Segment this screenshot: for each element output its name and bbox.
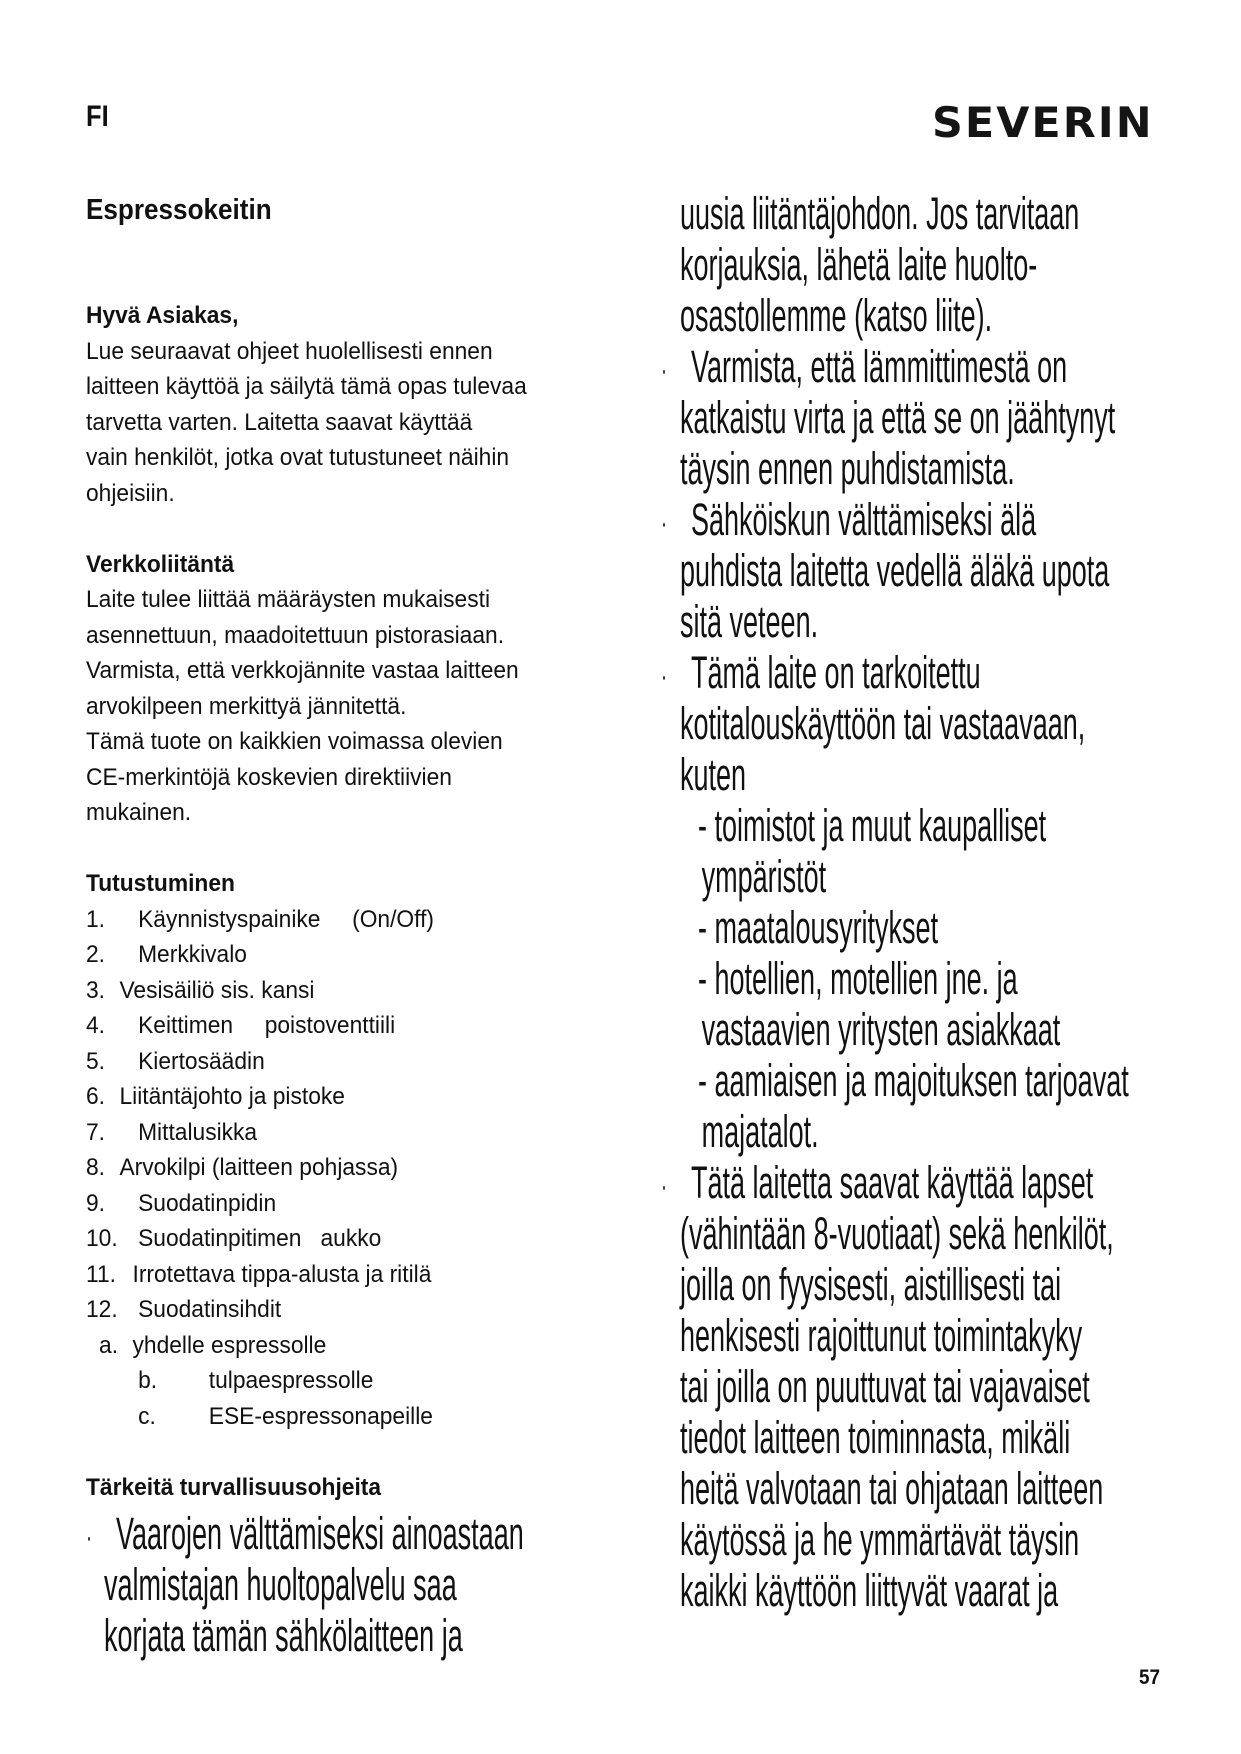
- part-label: Suodatinpitimen aukko: [138, 1225, 382, 1252]
- safety-line: tiedot laitteen toiminnasta, mikäli: [680, 1412, 1071, 1463]
- safety-line: puhdista laitetta vedellä äläkä upota: [680, 545, 1110, 596]
- part-list-item: [86, 937, 527, 973]
- part-number: 4.: [86, 1012, 106, 1039]
- safety-line: majatalot.: [701, 1106, 819, 1157]
- page-number: 57: [1139, 1666, 1161, 1689]
- safety-line: joilla on fyysisesti, aistillisesti tai: [680, 1259, 1062, 1310]
- part-number: 5.: [86, 1047, 106, 1075]
- safety-line: heitä valvotaan tai ohjataan laitteen: [680, 1463, 1104, 1514]
- part-label: Irrotettava tippa-alusta ja ritilä: [132, 1260, 432, 1288]
- safety-line: [661, 494, 1121, 545]
- intro-heading: Hyvä Asiakas,: [86, 302, 239, 329]
- safety-line: korjata tämän sähkölaitteen ja: [104, 1610, 463, 1661]
- bullet-icon: ·: [661, 506, 667, 540]
- part-label: tulpaespressolle: [208, 1367, 374, 1394]
- part-list-item: [86, 1150, 527, 1186]
- part-list-item: [86, 1328, 527, 1364]
- document-title: Espressokeitin: [86, 194, 272, 226]
- right-column: [661, 188, 1241, 1616]
- safety-line: osastollemme (katso liite).: [680, 290, 993, 341]
- part-list-item: [86, 1399, 527, 1435]
- part-list-item: [86, 1044, 527, 1080]
- safety-line: vastaavien yritysten asiakkaat: [701, 1004, 1061, 1055]
- part-list-item: [86, 1292, 527, 1328]
- safety-line: ympäristöt: [701, 851, 827, 902]
- safety-line: sitä veteen.: [680, 596, 819, 647]
- safety-line: täysin ennen puhdistamista.: [680, 443, 1015, 494]
- mains-line: Laite tulee liittää määräysten mukaisesti: [86, 586, 491, 613]
- overview-heading: Tutustuminen: [86, 870, 235, 897]
- safety-line: - toimistot ja muut kaupalliset: [698, 800, 1047, 851]
- part-label: Keittimen poistoventtiili: [138, 1012, 396, 1039]
- intro-line: vain henkilöt, jotka ovat tutustuneet näihin: [86, 444, 510, 471]
- safety-line: Vaarojen välttämiseksi ainoastaan: [116, 1508, 524, 1559]
- safety-line: kuten: [680, 749, 747, 800]
- part-label: Kiertosäädin: [138, 1047, 265, 1075]
- part-number: 10.: [86, 1225, 118, 1252]
- mains-line: mukainen.: [86, 799, 192, 826]
- part-label: Suodatinsihdit: [138, 1296, 282, 1323]
- safety-line-text: Varmista, että lämmittimestä on: [691, 341, 1068, 392]
- mains-line: CE-merkintöjä koskevien direktiivien: [86, 763, 452, 791]
- mains-line: asennettuun, maadoitettuun pistorasiaan.: [86, 621, 505, 649]
- safety-line-text: Tätä laitetta saavat käyttää lapset: [691, 1157, 1094, 1208]
- safety-line: tai joilla on puuttuvat tai vajavaiset: [680, 1361, 1090, 1412]
- part-list-item: [86, 1257, 527, 1293]
- bullet-icon: ·: [86, 1520, 92, 1554]
- part-number: c.: [138, 1402, 156, 1430]
- part-label: Suodatinpidin: [138, 1189, 277, 1217]
- safety-line: kotitalouskäyttöön tai vastaavaan,: [680, 698, 1086, 749]
- language-code: FI: [86, 100, 109, 133]
- safety-line: - aamiaisen ja majoituksen tarjoavat: [698, 1055, 1129, 1106]
- part-number: 2.: [86, 941, 106, 968]
- mains-line: Tämä tuote on kaikkien voimassa olevien: [86, 728, 503, 755]
- part-number: 1.: [86, 905, 106, 933]
- part-number: 3.: [86, 976, 106, 1004]
- safety-line-text: Sähköiskun välttämiseksi älä: [691, 494, 1037, 545]
- part-label: ESE-espressonapeille: [208, 1402, 433, 1430]
- part-number: b.: [138, 1367, 158, 1394]
- part-list-item: [86, 1186, 527, 1222]
- part-list-item: [86, 902, 527, 938]
- part-number: 8.: [86, 1154, 106, 1181]
- safety-line: henkisesti rajoittunut toimintakyky: [680, 1310, 1083, 1361]
- safety-line-text: Tämä laite on tarkoitettu: [691, 647, 981, 698]
- part-label: Käynnistyspainike (On/Off): [138, 905, 434, 933]
- part-list-item: [86, 1079, 527, 1115]
- part-number: 6.: [86, 1083, 106, 1110]
- part-list-item: [86, 973, 527, 1009]
- intro-line: ohjeisiin.: [86, 479, 175, 507]
- part-number: 7.: [86, 1118, 106, 1146]
- part-number: 12.: [86, 1296, 118, 1323]
- safety-line: [661, 1157, 1121, 1208]
- mains-line: Varmista, että verkkojännite vastaa laitteen: [86, 657, 519, 684]
- safety-line: korjauksia, lähetä laite huolto-: [680, 239, 1038, 290]
- part-number: 9.: [86, 1189, 106, 1217]
- safety-line: [661, 341, 1121, 392]
- part-label: Merkkivalo: [138, 941, 247, 968]
- part-label: Vesisäiliö sis. kansi: [119, 976, 315, 1004]
- part-label: Arvokilpi (laitteen pohjassa): [119, 1154, 399, 1181]
- safety-line: - hotellien, motellien jne. ja: [698, 953, 1018, 1004]
- bullet-icon: ·: [661, 353, 667, 387]
- part-list-item: [86, 1363, 527, 1399]
- bullet-icon: ·: [661, 1169, 667, 1203]
- intro-line: tarvetta varten. Laitetta saavat käyttää: [86, 408, 473, 436]
- safety-heading: Tärkeitä turvallisuusohjeita: [86, 1473, 382, 1501]
- safety-line: käytössä ja he ymmärtävät täysin: [680, 1514, 1080, 1565]
- part-label: yhdelle espressolle: [132, 1331, 327, 1359]
- part-label: Liitäntäjohto ja pistoke: [119, 1083, 345, 1110]
- safety-line: - maatalousyritykset: [698, 902, 939, 953]
- part-label: Mittalusikka: [138, 1118, 258, 1146]
- part-list-item: [86, 1008, 527, 1044]
- safety-line: [661, 647, 1121, 698]
- part-list-item: [86, 1221, 527, 1257]
- left-column: [86, 298, 560, 1505]
- safety-line: (vähintään 8-vuotiaat) sekä henkilöt,: [680, 1208, 1114, 1259]
- safety-line: uusia liitäntäjohdon. Jos tarvitaan: [680, 188, 1080, 239]
- mains-line: arvokilpeen merkittyä jännitettä.: [86, 692, 407, 720]
- part-number: a.: [99, 1331, 119, 1359]
- part-number: 11.: [86, 1260, 116, 1288]
- part-list-item: [86, 1115, 527, 1151]
- intro-line: Lue seuraavat ohjeet huolellisesti ennen: [86, 337, 493, 365]
- bullet-icon: ·: [661, 659, 667, 693]
- safety-line: valmistajan huoltopalvelu saa: [104, 1559, 457, 1610]
- safety-line: kaikki käyttöön liittyvät vaarat ja: [680, 1565, 1059, 1616]
- mains-heading: Verkkoliitäntä: [86, 550, 235, 578]
- safety-line: katkaistu virta ja että se on jäähtynyt: [680, 392, 1116, 443]
- brand-logo: SEVERIN: [932, 98, 1154, 147]
- intro-line: laitteen käyttöä ja säilytä tämä opas tulevaa: [86, 373, 527, 400]
